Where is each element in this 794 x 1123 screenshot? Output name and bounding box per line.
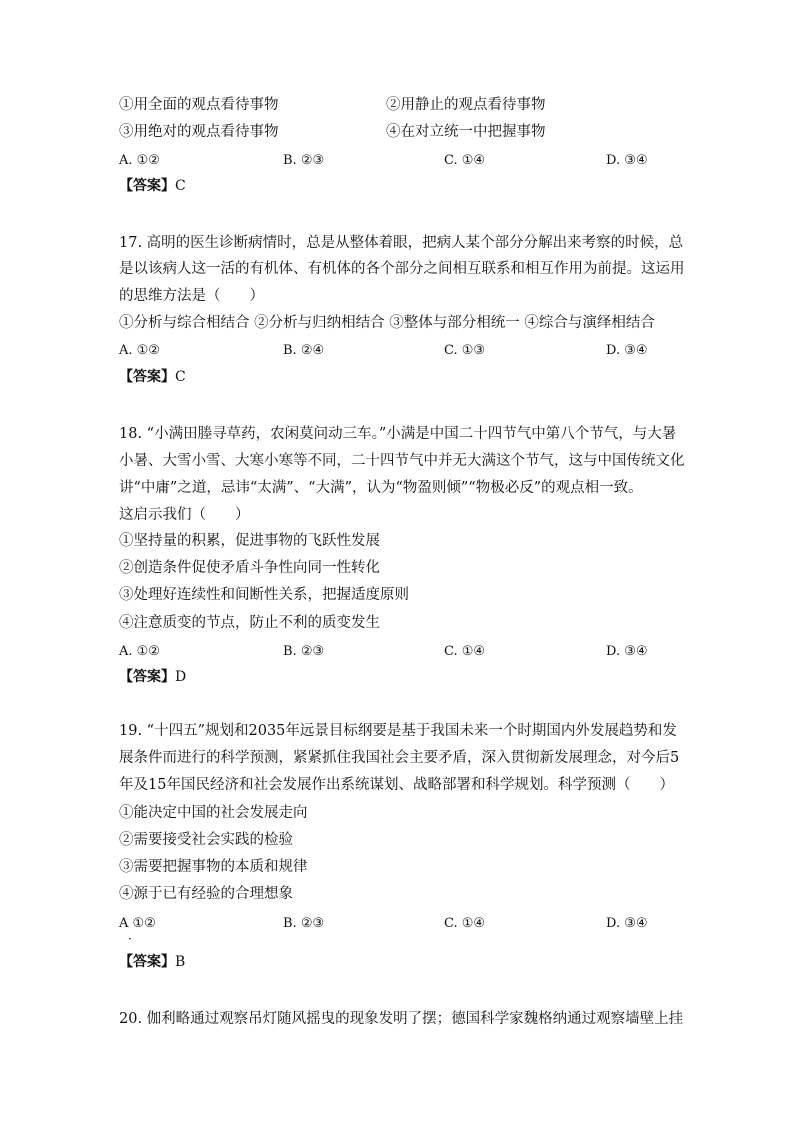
q20-line-1: 20. 伽利略通过观察吊灯随风摇曳的现象发明了摆；德国科学家魏格纳通过观察墙壁上挂 bbox=[119, 1011, 684, 1027]
q18-line-4: 这启示我们（ ） bbox=[119, 507, 250, 523]
answer-label: 【答案】 bbox=[119, 669, 175, 685]
q19-stray-dot: · bbox=[128, 932, 132, 946]
q19-statement-2: ②需要接受社会实践的检验 bbox=[119, 832, 293, 848]
q17-answer bbox=[119, 367, 186, 387]
q18-statement-3: ③处理好连续性和间断性关系，把握适度原则 bbox=[119, 587, 409, 603]
q16-answer bbox=[119, 176, 186, 196]
q16-statement-1: ①用全面的观点看待事物 bbox=[119, 97, 279, 113]
q19-answer bbox=[119, 952, 185, 972]
q17-option-a: A. ①② bbox=[119, 343, 160, 358]
q17-line-2: 是以该病人这一活的有机体、有机体的各个部分之间相互联系和相互作用为前提。这运用 bbox=[119, 261, 685, 277]
answer-label: 【答案】 bbox=[119, 369, 175, 385]
q18-line-2: 小暑、大雪小雪、大寒小寒等不同，二十四节气中并无大满这个节气，这与中国传统文化 bbox=[119, 453, 685, 469]
answer-value: C bbox=[175, 369, 186, 385]
q16-option-c: C. ①④ bbox=[444, 153, 486, 168]
q17-line-1: 17. 高明的医生诊断病情时，总是从整体着眼，把病人某个部分分解出来考察的时候，总 bbox=[119, 235, 684, 251]
q18-statement-1: ①坚持量的积累，促进事物的飞跃性发展 bbox=[119, 533, 380, 549]
q18-option-a: A. ①② bbox=[119, 644, 160, 659]
q16-statement-2: ②用静止的观点看待事物 bbox=[386, 97, 546, 113]
q19-option-d: D. ③④ bbox=[606, 916, 648, 931]
answer-value: C bbox=[175, 178, 186, 194]
q18-option-b: B. ②③ bbox=[283, 644, 325, 659]
q19-option-c: C. ①④ bbox=[444, 916, 486, 931]
q18-statement-4: ④注意质变的节点，防止不利的质变发生 bbox=[119, 615, 380, 631]
q17-line-3: 的思维方法是（ ） bbox=[119, 288, 264, 304]
q16-option-d: D. ③④ bbox=[606, 153, 648, 168]
q18-line-3: 讲“中庸”之道，忌讳“太满”、“大满”，认为“物盈则倾”“物极必反”的观点相一致。 bbox=[119, 480, 643, 496]
q17-option-c: C. ①③ bbox=[444, 343, 486, 358]
q19-statement-3: ③需要把握事物的本质和规律 bbox=[119, 859, 308, 875]
q16-option-b: B. ②③ bbox=[283, 153, 325, 168]
q17-line-4: ①分析与综合相结合 ②分析与归纳相结合 ③整体与部分相统一 ④综合与演绎相结合 bbox=[119, 315, 655, 331]
q17-option-b: B. ②④ bbox=[283, 343, 325, 358]
q18-answer bbox=[119, 667, 186, 687]
q18-line-1: 18. “小满田塍寻草药，农闲莫问动三车。”小满是中国二十四节气中第八个节气，与大暑 bbox=[119, 426, 677, 442]
q19-statement-4: ④源于已有经验的合理想象 bbox=[119, 886, 293, 902]
answer-label: 【答案】 bbox=[119, 178, 175, 194]
answer-label: 【答案】 bbox=[119, 954, 175, 970]
answer-value: D bbox=[175, 669, 187, 685]
q18-option-c: C. ①④ bbox=[444, 644, 486, 659]
q18-option-d: D. ③④ bbox=[606, 644, 648, 659]
q19-line-3: 年及15年国民经济和社会发展作出系统谋划、战略部署和科学规划。科学预测（ ） bbox=[119, 777, 674, 793]
q16-option-a: A. ①② bbox=[119, 153, 160, 168]
q16-statement-3: ③用绝对的观点看待事物 bbox=[119, 124, 279, 140]
q19-line-1: 19. “十四五”规划和2035年远景目标纲要是基于我国未来一个时期国内外发展趋势和发 bbox=[119, 723, 677, 739]
q19-option-a: A ①② bbox=[119, 916, 156, 931]
q19-option-b: B. ②③ bbox=[283, 916, 325, 931]
answer-value: B bbox=[175, 954, 186, 970]
q19-statement-1: ①能决定中国的社会发展走向 bbox=[119, 805, 308, 821]
q16-statement-4: ④在对立统一中把握事物 bbox=[386, 124, 546, 140]
q17-option-d: D. ③④ bbox=[606, 343, 648, 358]
q18-statement-2: ②创造条件促使矛盾斗争性向同一性转化 bbox=[119, 560, 380, 576]
q19-line-2: 展条件而进行的科学预测，紧紧抓住我国社会主要矛盾，深入贯彻新发展理念，对今后5 bbox=[119, 750, 680, 766]
